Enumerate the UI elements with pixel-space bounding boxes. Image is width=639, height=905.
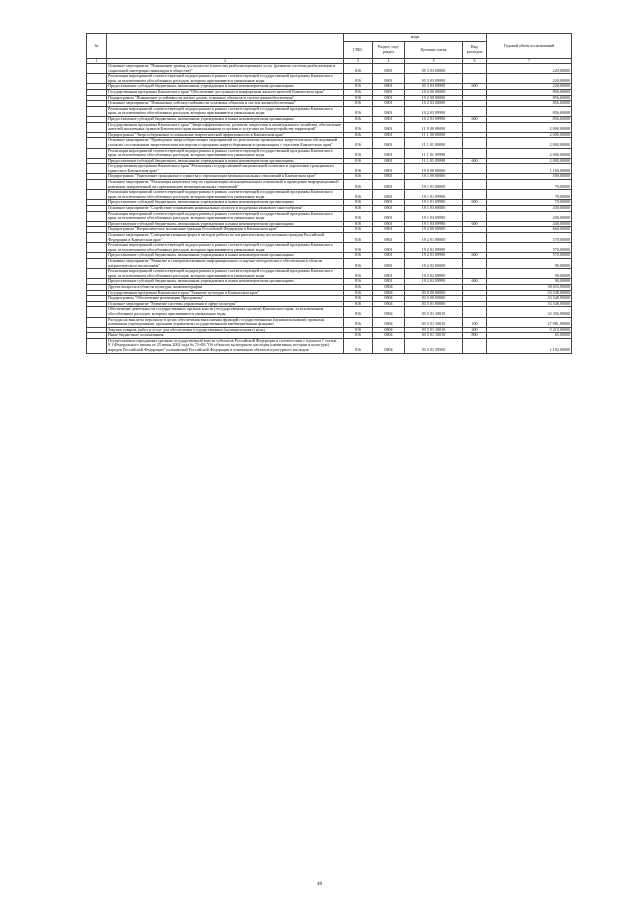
row-target: 11 1 01 00000 <box>405 138 463 148</box>
row-target: 05 3 03 00000 <box>405 64 463 74</box>
row-target: 19 2 01 09990 <box>405 253 463 259</box>
row-exp-type: 800 <box>463 333 487 339</box>
row-target: 19 1 01 09990 <box>405 200 463 206</box>
row-number <box>87 122 107 132</box>
row-exp-type <box>463 190 487 200</box>
row-target: 11 1 01 09990 <box>405 158 463 164</box>
row-section: 0801 <box>373 233 405 243</box>
row-target: 05 3 03 09990 <box>405 74 463 84</box>
row-name: Осуществление переданных органам государственной власти субъектов Российской Федерации в соответствии с пунктом 1 статьи 9.1 Федерального закона от 25 июня 2002 года № 73-ФЗ "Об объектах культурного наследия (памятниках истории и культуры) народов Российской Федерации" полномочий Российской Федерации в отношении объектов культурного наследия <box>107 338 344 353</box>
row-number <box>87 180 107 190</box>
header-grbs: ГРБС <box>344 42 373 59</box>
table-row <box>87 211 572 221</box>
row-grbs: 816 <box>344 221 373 227</box>
row-name: Реализация мероприятий соответствующей подпрограммы в рамках соответствующей государственной программы Камчатского края, за исключением обособленных расходов, которым присваиваются уникальные коды <box>107 190 344 200</box>
row-amount: 220,00000 <box>487 74 572 84</box>
row-section: 0801 <box>373 258 405 268</box>
row-name: Расходы на выплаты персоналу в целях обеспечения выполнения функций государственными (муниципальными) органами, казенными учреждениями, органами управления государственными внебюджетными фондами <box>107 317 344 327</box>
row-amount: 70,00000 <box>487 190 572 200</box>
row-number <box>87 148 107 158</box>
header-target: Целевая статья <box>405 42 463 59</box>
row-name: Основное мероприятие "Развитие и совершенствование информационного и научно-методического обеспечения в области патриотического воспитания" <box>107 258 344 268</box>
row-number <box>87 338 107 353</box>
row-name: Основное мероприятие "Проведение энергосберегающих мероприятий по результатам проведенных энергетических обследований согласно составленным энергетическим паспортам и программ энергосбережения в организациях с участием Камчатского края" <box>107 138 344 148</box>
row-name: Основное мероприятие "Повышение сейсмоустойчивости основных объектов и систем жизнеобеспечения" <box>107 101 344 107</box>
col-number-2: 2 <box>107 59 344 64</box>
row-name: Государственная программа Камчатского края "Энергоэффективность, развитие энергетики и коммунального хозяйства, обеспечение жителей населенных пунктов Камчатского края коммунальными услугами и услугами по благоустройству территорий" <box>107 122 344 132</box>
row-grbs: 816 <box>344 158 373 164</box>
row-target: 19 1 01 09990 <box>405 190 463 200</box>
row-amount: 33 548,90000 <box>487 301 572 307</box>
row-exp-type <box>463 307 487 317</box>
row-grbs: 816 <box>344 243 373 253</box>
row-grbs: 816 <box>344 106 373 116</box>
row-grbs: 816 <box>344 269 373 279</box>
table-row <box>87 233 572 243</box>
row-section: 0801 <box>373 64 405 74</box>
row-number <box>87 317 107 327</box>
row-amount: 38 653,90000 <box>487 284 572 290</box>
row-target: 03 5 01 10010 <box>405 307 463 317</box>
table-row <box>87 148 572 158</box>
row-section: 0801 <box>373 95 405 101</box>
row-name: Предоставление субсидий бюджетным, автономным учреждениям и иным некоммерческим организациям <box>107 158 344 164</box>
row-grbs: 816 <box>344 148 373 158</box>
row-number <box>87 106 107 116</box>
row-grbs: 816 <box>344 327 373 333</box>
row-grbs: 816 <box>344 122 373 132</box>
row-exp-type: 600 <box>463 158 487 164</box>
row-number <box>87 64 107 74</box>
row-amount: 570,00000 <box>487 253 572 259</box>
row-name: Предоставление субсидий бюджетным, автономным учреждениям и иным некоммерческим организациям <box>107 116 344 122</box>
row-grbs: 816 <box>344 74 373 84</box>
row-amount: 1 160,00000 <box>487 164 572 174</box>
row-grbs: 816 <box>344 279 373 285</box>
row-section: 0801 <box>373 148 405 158</box>
row-name: Подпрограмма "Обеспечение реализации Программы" <box>107 296 344 302</box>
row-exp-type <box>463 122 487 132</box>
row-grbs: 816 <box>344 64 373 74</box>
table-row <box>87 269 572 279</box>
row-name: Подпрограмма "Укрепление гражданского единства и гармонизация межнациональных отношений в Камчатском крае" <box>107 174 344 180</box>
row-target: 19 1 03 09990 <box>405 211 463 221</box>
row-exp-type: 600 <box>463 116 487 122</box>
row-name: Основное мероприятие "Совершенствование форм и методов работы по патриотическому воспитанию граждан Российской Федерации в Камчатском крае" <box>107 233 344 243</box>
row-section: 0801 <box>373 174 405 180</box>
row-amount: 90,00000 <box>487 269 572 279</box>
row-target: 03 5 01 00000 <box>405 301 463 307</box>
row-target: 11 1 01 09990 <box>405 148 463 158</box>
row-name: Реализация мероприятий соответствующей подпрограммы в рамках соответствующей государственной программы Камчатского края, за исключением обособленных расходов, которым присваиваются уникальные коды <box>107 269 344 279</box>
table-row <box>87 64 572 74</box>
row-target: 19 0 00 00000 <box>405 164 463 174</box>
row-amount: 32 356,90000 <box>487 307 572 317</box>
row-amount: 1 192,00000 <box>487 338 572 353</box>
row-section: 0801 <box>373 206 405 212</box>
row-grbs: 816 <box>344 164 373 174</box>
row-exp-type <box>463 269 487 279</box>
table-row <box>87 106 572 116</box>
header-exp-type: Вид расходов <box>463 42 487 59</box>
row-grbs: 816 <box>344 317 373 327</box>
row-name: Основное мероприятие "Повышение уровня доступности и качества реабилитационных услуг (развитие системы реабилитации и социальной интеграции инвалидов в обществе)" <box>107 64 344 74</box>
row-amount: 2 000,00000 <box>487 122 572 132</box>
row-exp-type <box>463 106 487 116</box>
row-target: 10 2 03 00000 <box>405 101 463 107</box>
row-amount: 856,60000 <box>487 89 572 95</box>
row-target: 19 1 00 00000 <box>405 174 463 180</box>
row-target: 10 2 00 00000 <box>405 95 463 101</box>
row-target: 10 2 03 09990 <box>405 116 463 122</box>
row-number <box>87 190 107 200</box>
row-exp-type <box>463 180 487 190</box>
row-amount: 570,00000 <box>487 233 572 243</box>
row-target: 03 5 00 00000 <box>405 296 463 302</box>
row-grbs: 816 <box>344 296 373 302</box>
row-name: Реализация мероприятий соответствующей подпрограммы в рамках соответствующей государственной программы Камчатского края, за исключением обособленных расходов, которым присваиваются уникальные коды <box>107 243 344 253</box>
row-section: 0801 <box>373 180 405 190</box>
header-codes: коды <box>344 34 487 42</box>
row-name: Предоставление субсидий бюджетным, автономным учреждениям и иным некоммерческим организациям <box>107 279 344 285</box>
row-target: 10 2 03 09990 <box>405 106 463 116</box>
row-amount: 430,00000 <box>487 206 572 212</box>
row-exp-type <box>463 211 487 221</box>
row-section: 0801 <box>373 243 405 253</box>
header-num: № <box>87 34 107 59</box>
row-grbs: 816 <box>344 138 373 148</box>
row-name: Предоставление субсидий бюджетным, автономным учреждениям и иным некоммерческим организациям <box>107 200 344 206</box>
row-grbs: 816 <box>344 101 373 107</box>
row-number <box>87 233 107 243</box>
table-row <box>87 190 572 200</box>
col-number-3: 3 <box>344 59 373 64</box>
row-name: Обеспечение деятельности государственных органов власти (государственных органов) Камчатского края, за исключением обособленных расходов, которым присваиваются уникальные коды <box>107 307 344 317</box>
col-number-4: 4 <box>373 59 405 64</box>
row-section: 0801 <box>373 138 405 148</box>
row-exp-type <box>463 164 487 174</box>
row-name: Реализация мероприятий соответствующей подпрограммы в рамках соответствующей государственной программы Камчатского края, за исключением обособленных расходов, которым присваиваются уникальные коды <box>107 211 344 221</box>
row-name: Реализация мероприятий соответствующей подпрограммы в рамках соответствующей государственной программы Камчатского края, за исключением обособленных расходов, которым присваиваются уникальные коды <box>107 106 344 116</box>
table-row <box>87 243 572 253</box>
row-number <box>87 164 107 174</box>
header-section: Раздел, под-раздел <box>373 42 405 59</box>
budget-table <box>86 33 572 354</box>
row-amount: 856,60000 <box>487 116 572 122</box>
row-section: 0804 <box>373 307 405 317</box>
row-section: 0801 <box>373 84 405 90</box>
row-section: 0801 <box>373 122 405 132</box>
row-amount: 2 000,00000 <box>487 158 572 164</box>
table-row <box>87 317 572 327</box>
row-target: 03 5 01 10010 <box>405 317 463 327</box>
row-amount: 500,00000 <box>487 174 572 180</box>
row-section: 0804 <box>373 333 405 339</box>
row-section: 0801 <box>373 200 405 206</box>
row-exp-type <box>463 258 487 268</box>
row-section: 0801 <box>373 211 405 221</box>
row-name: Основное мероприятие "Развитие системы управления в сфере культуры" <box>107 301 344 307</box>
row-grbs: 816 <box>344 333 373 339</box>
row-grbs: 816 <box>344 338 373 353</box>
row-exp-type: 100 <box>463 317 487 327</box>
row-name: Закупка товаров, работ и услуг для обеспечения государственных (муниципальных) нужд <box>107 327 344 333</box>
row-target: 03 0 00 00000 <box>405 290 463 296</box>
row-target: 19 2 01 00000 <box>405 233 463 243</box>
row-exp-type <box>463 243 487 253</box>
row-exp-type: 200 <box>463 327 487 333</box>
row-name: Подпрограмма "Повышение устойчивости жилых домов, основных объектов и систем жизнеобеспечения" <box>107 95 344 101</box>
row-target: 03 5 01 10010 <box>405 327 463 333</box>
row-exp-type <box>463 64 487 74</box>
row-section: 0801 <box>373 158 405 164</box>
row-grbs: 816 <box>344 190 373 200</box>
table-row <box>87 258 572 268</box>
row-section: 0801 <box>373 101 405 107</box>
row-target: 03 5 01 59500 <box>405 338 463 353</box>
row-name: Подпрограмма "Энергосбережение и повышение энергетической эффективности в Камчатском крае" <box>107 132 344 138</box>
row-name: Иные бюджетные ассигнования <box>107 333 344 339</box>
row-amount: 856,60000 <box>487 106 572 116</box>
table-row <box>87 338 572 353</box>
row-grbs: 816 <box>344 227 373 233</box>
row-section: 0801 <box>373 190 405 200</box>
row-exp-type: 600 <box>463 279 487 285</box>
row-amount: 430,00000 <box>487 221 572 227</box>
row-grbs: 816 <box>344 211 373 221</box>
row-amount: 5 210,00000 <box>487 327 572 333</box>
row-target: 10 0 00 00000 <box>405 89 463 95</box>
row-exp-type <box>463 338 487 353</box>
table-row <box>87 74 572 84</box>
row-target: 19 2 02 09990 <box>405 269 463 279</box>
row-amount: 2 000,00000 <box>487 132 572 138</box>
row-number <box>87 243 107 253</box>
row-section: 0801 <box>373 74 405 84</box>
row-name: Другие вопросы в области культуры, кинематографии <box>107 284 344 290</box>
row-section: 0801 <box>373 221 405 227</box>
table-row <box>87 122 572 132</box>
row-name: Реализация мероприятий соответствующей подпрограммы в рамках соответствующей государственной программы Камчатского края, за исключением обособленных расходов, которым присваиваются уникальные коды <box>107 148 344 158</box>
row-name: Государственная программа Камчатского края "Реализация государственной национальной политики и укрепление гражданского единства в Камчатском крае" <box>107 164 344 174</box>
row-exp-type <box>463 148 487 158</box>
row-target: 19 2 00 00000 <box>405 227 463 233</box>
row-grbs: 816 <box>344 206 373 212</box>
row-grbs: 816 <box>344 258 373 268</box>
row-grbs: 816 <box>344 95 373 101</box>
row-number <box>87 74 107 84</box>
row-exp-type <box>463 233 487 243</box>
row-exp-type <box>463 138 487 148</box>
row-section: 0804 <box>373 301 405 307</box>
row-grbs: 816 <box>344 180 373 190</box>
row-grbs: 816 <box>344 200 373 206</box>
row-grbs: 816 <box>344 116 373 122</box>
row-section: 0804 <box>373 338 405 353</box>
row-grbs: 816 <box>344 253 373 259</box>
header-name <box>107 34 344 59</box>
row-section: 0804 <box>373 317 405 327</box>
row-name: Государственная программа Камчатского края "Развитие культуры в Камчатском крае" <box>107 290 344 296</box>
header-annual: Годовой объем ассигнований <box>487 34 572 59</box>
row-amount: 660,00000 <box>487 227 572 233</box>
row-grbs: 816 <box>344 290 373 296</box>
row-section: 0801 <box>373 279 405 285</box>
row-target: 19 2 02 09990 <box>405 279 463 285</box>
row-section: 0804 <box>373 327 405 333</box>
table-body <box>87 64 572 354</box>
col-number-5: 5 <box>405 59 463 64</box>
row-number <box>87 211 107 221</box>
row-exp-type: 600 <box>463 200 487 206</box>
row-amount: 856,60000 <box>487 101 572 107</box>
row-section: 0801 <box>373 269 405 279</box>
row-grbs: 816 <box>344 307 373 317</box>
row-grbs: 816 <box>344 84 373 90</box>
row-target: 11 0 00 00000 <box>405 122 463 132</box>
row-target: 19 2 01 09990 <box>405 243 463 253</box>
row-target: 05 3 03 09990 <box>405 84 463 90</box>
row-amount: 856,60000 <box>487 95 572 101</box>
row-exp-type: 600 <box>463 253 487 259</box>
row-amount: 33 548,90000 <box>487 290 572 296</box>
row-target: 03 5 01 10010 <box>405 333 463 339</box>
row-target: 19 1 03 00000 <box>405 206 463 212</box>
table-row <box>87 307 572 317</box>
row-grbs: 816 <box>344 132 373 138</box>
row-target: 19 1 01 00000 <box>405 180 463 190</box>
table-row <box>87 138 572 148</box>
row-grbs: 816 <box>344 174 373 180</box>
row-section: 0801 <box>373 132 405 138</box>
row-number <box>87 269 107 279</box>
row-number <box>87 258 107 268</box>
col-number-7: 7 <box>487 59 572 64</box>
row-grbs: 816 <box>344 284 373 290</box>
row-section: 0801 <box>373 253 405 259</box>
row-amount: 65,00000 <box>487 333 572 339</box>
row-section: 0801 <box>373 89 405 95</box>
page-number: 48 <box>317 882 322 887</box>
row-target: 11 1 00 00000 <box>405 132 463 138</box>
row-name: Предоставление субсидий бюджетным, автономным учреждениям и иным некоммерческим организациям <box>107 253 344 259</box>
row-section: 0804 <box>373 296 405 302</box>
row-name: Основное мероприятие "Содействие сохранению национальных культур и поддержка языкового многообразия" <box>107 206 344 212</box>
row-grbs: 816 <box>344 89 373 95</box>
row-section: 0801 <box>373 164 405 174</box>
row-amount: 2 000,00000 <box>487 148 572 158</box>
row-amount: 90,00000 <box>487 279 572 285</box>
row-amount: 220,00000 <box>487 64 572 74</box>
row-amount: 70,00000 <box>487 200 572 206</box>
row-amount: 220,00000 <box>487 84 572 90</box>
row-section: 0804 <box>373 290 405 296</box>
row-amount: 570,00000 <box>487 243 572 253</box>
row-number <box>87 307 107 317</box>
row-name: Предоставление субсидий бюджетным, автономным учреждениям и иным некоммерческим организациям <box>107 221 344 227</box>
col-number-1: 1 <box>87 59 107 64</box>
row-grbs: 816 <box>344 301 373 307</box>
row-amount: 90,00000 <box>487 258 572 268</box>
row-grbs: 816 <box>344 233 373 243</box>
row-exp-type <box>463 74 487 84</box>
table-row <box>87 180 572 190</box>
row-name: Государственная программа Камчатского края "Обеспечение доступным и комфортным жильем жителей Камчатского края" <box>107 89 344 95</box>
row-exp-type: 600 <box>463 84 487 90</box>
row-amount: 2 000,00000 <box>487 138 572 148</box>
row-amount: 33 548,90000 <box>487 296 572 302</box>
row-target: 19 1 03 09990 <box>405 221 463 227</box>
col-number-6: 6 <box>463 59 487 64</box>
row-exp-type: 600 <box>463 221 487 227</box>
row-section: 0801 <box>373 227 405 233</box>
row-section: 0801 <box>373 116 405 122</box>
row-section: 0801 <box>373 106 405 116</box>
row-name: Подпрограмма "Патриотическое воспитание граждан Российской Федерации в Камчатском крае" <box>107 227 344 233</box>
row-amount: 70,00000 <box>487 180 572 190</box>
row-name: Реализация мероприятий соответствующей подпрограммы в рамках соответствующей государственной программы Камчатского края, за исключением обособленных расходов, которым присваиваются уникальные коды <box>107 74 344 84</box>
row-name: Предоставление субсидий бюджетным, автономным учреждениям и иным некоммерческим организациям <box>107 84 344 90</box>
row-number <box>87 138 107 148</box>
row-target: 19 2 02 00000 <box>405 258 463 268</box>
table-row <box>87 164 572 174</box>
row-amount: 430,00000 <box>487 211 572 221</box>
row-name: Основное мероприятие "Реализация комплекса мер по гармонизации межнациональных отношений и проведение информационной кампании, направленной на гармонизацию межнациональных отношений" <box>107 180 344 190</box>
row-section: 0804 <box>373 284 405 290</box>
row-amount: 27 081,90000 <box>487 317 572 327</box>
